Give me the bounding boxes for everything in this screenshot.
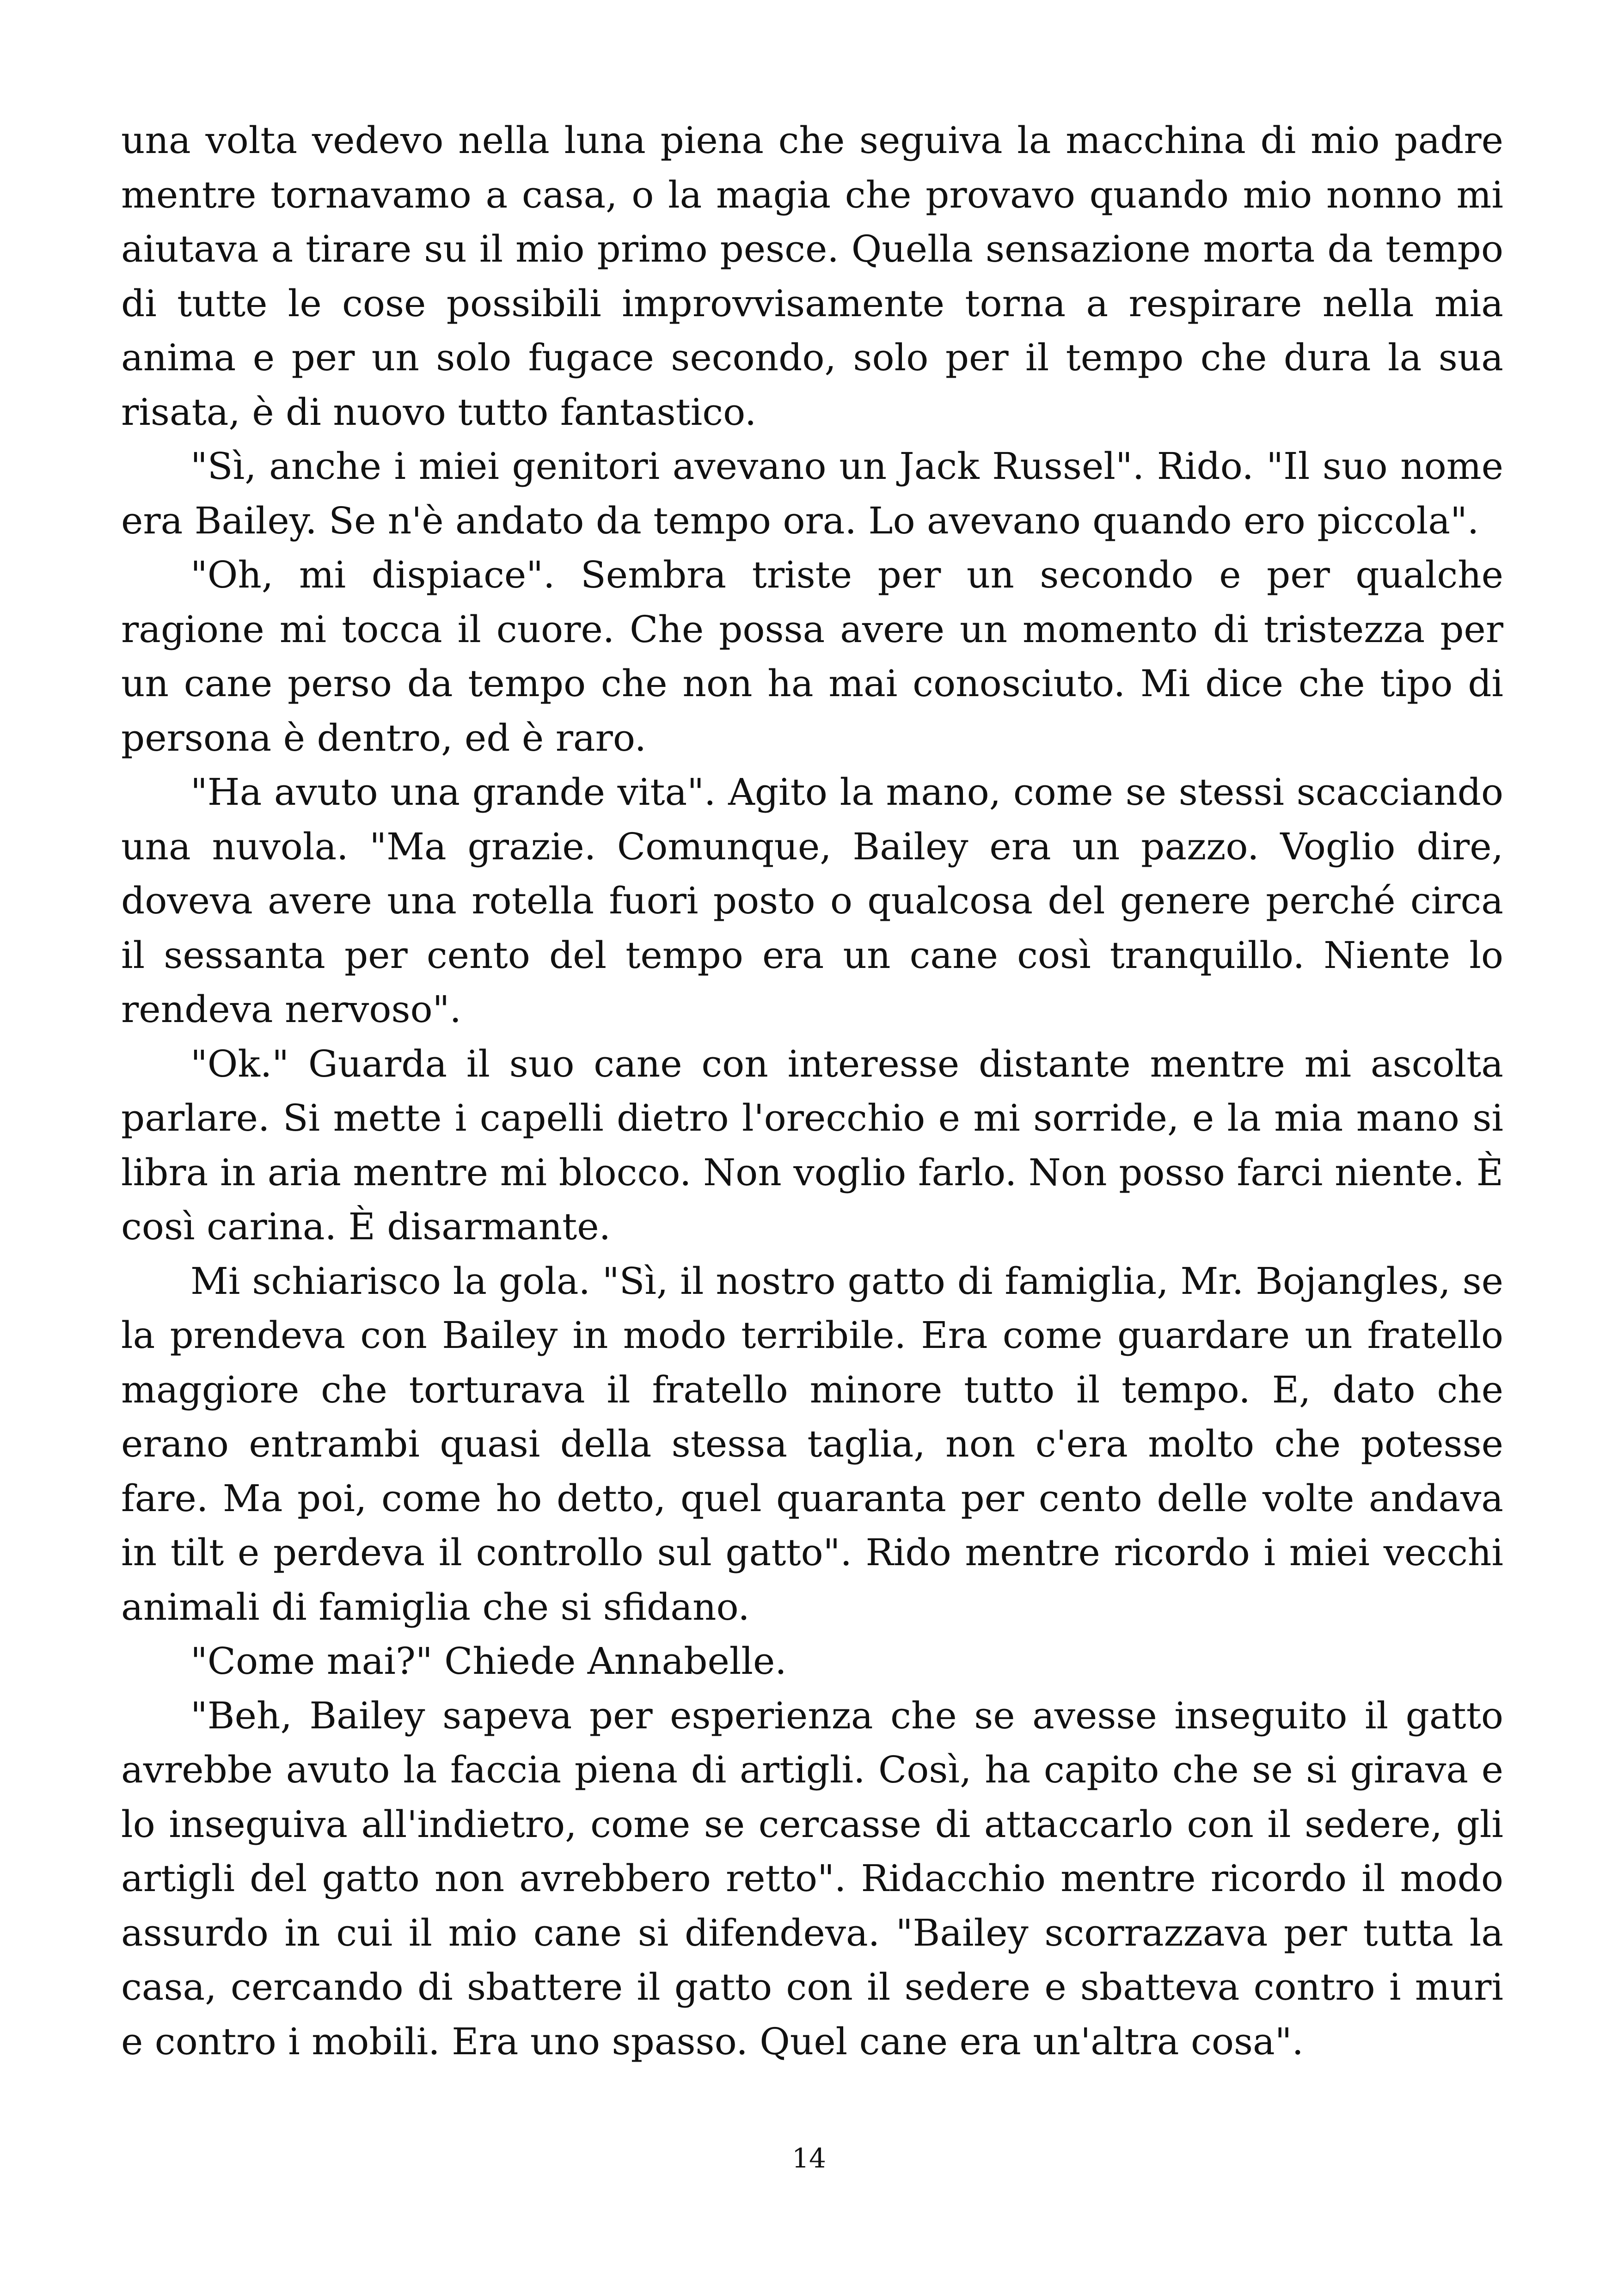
page-number: 14: [792, 2143, 826, 2174]
paragraph: "Sì, anche i miei genitori avevano un Jack Russel". Rido. "Il suo nome era Bailey. Se n'è andato da tempo ora. Lo avevano quando ero piccola".: [121, 445, 1503, 542]
paragraph: una volta vedevo nella luna piena che seguiva la macchina di mio padre mentre tornavamo a casa, o la magia che provavo quando mio nonno mi aiutava a tirare su il mio primo pesce. Quella sensazione morta da tempo di tutte le cose possibili improvvisamente torna a respirare nella mia anima e per un solo fugace secondo, solo per il tempo che dura la sua risata, è di nuovo tutto fantastico.: [121, 119, 1503, 434]
page-body: [121, 113, 1503, 2069]
paragraph: "Come mai?" Chiede Annabelle.: [190, 1640, 787, 1683]
paragraph: "Beh, Bailey sapeva per esperienza che se avesse inseguito il gatto avrebbe avuto la faccia piena di artigli. Così, ha capito che se si girava e lo inseguiva all'indietro, come se cercasse di attaccarlo con il sedere, gli artigli del gatto non avrebbero retto". Ridacchio mentre ricordo il modo assurdo in cui il mio cane si difendeva. "Bailey scorrazzava per tutta la casa, cercando di sbattere il gatto con il sedere e sbatteva contro i muri e contro i mobili. Era uno spasso. Quel cane era un'altra cosa".: [121, 1694, 1503, 2063]
paragraph: "Oh, mi dispiace". Sembra triste per un secondo e per qualche ragione mi tocca il cuore. Che possa avere un momento di tristezza per un cane perso da tempo che non ha mai conosciuto. Mi dice che tipo di persona è dentro, ed è raro.: [121, 553, 1503, 759]
paragraph: "Ha avuto una grande vita". Agito la mano, come se stessi scacciando una nuvola. "Ma grazie. Comunque, Bailey era un pazzo. Voglio dire, doveva avere una rotella fuori posto o qualcosa del genere perché circa il sessanta per cento del tempo era un cane così tranquillo. Niente lo rendeva nervoso".: [121, 771, 1503, 1031]
paragraph: Mi schiarisco la gola. "Sì, il nostro gatto di famiglia, Mr. Bojangles, se la prendeva con Bailey in modo terribile. Era come guardare un fratello maggiore che torturava il fratello minore tutto il tempo. E, dato che erano entrambi quasi della stessa taglia, non c'era molto che potesse fare. Ma poi, come ho detto, quel quaranta per cento delle volte andava in tilt e perdeva il controllo sul gatto". Rido mentre ricordo i miei vecchi animali di famiglia che si sfidano.: [121, 1259, 1503, 1629]
paragraph: "Ok." Guarda il suo cane con interesse distante mentre mi ascolta parlare. Si mette i capelli dietro l'orecchio e mi sorride, e la mia mano si libra in aria mentre mi blocco. Non voglio farlo. Non posso farci niente. È così carina. È disarmante.: [121, 1042, 1503, 1248]
